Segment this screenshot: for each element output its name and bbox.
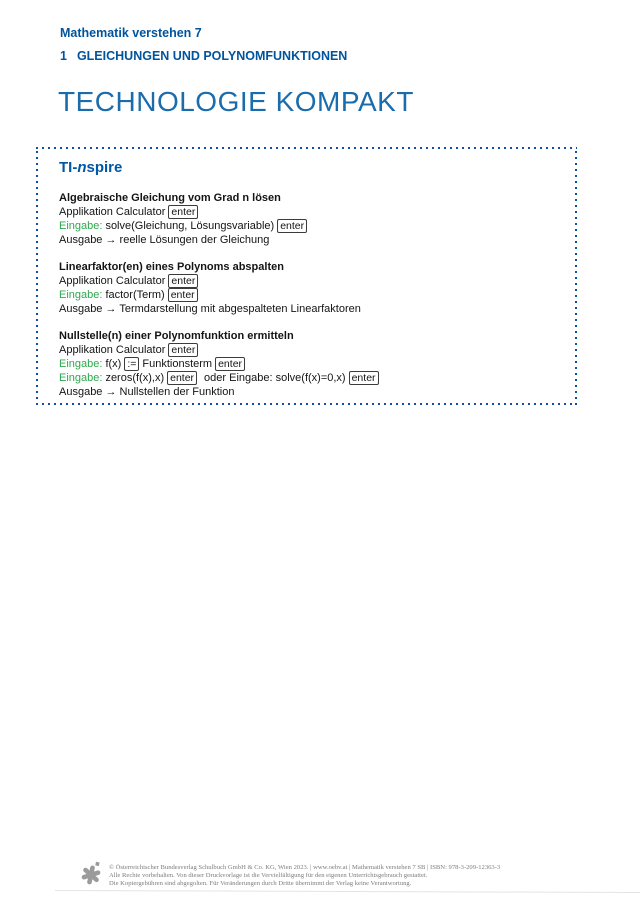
eingabe-label: Eingabe: — [59, 372, 103, 384]
assign-key: := — [124, 357, 139, 371]
chapter-title: GLEICHUNGEN UND POLYNOMFUNKTIONEN — [76, 49, 348, 63]
oebv-asterisk-logo-icon — [80, 861, 102, 887]
eingabe-label: Eingabe: — [59, 220, 103, 232]
page-title: TECHNOLOGIE KOMPAKT — [58, 86, 414, 117]
enter-key: enter — [168, 288, 198, 302]
imprint-line-copyright: © Österreichischer Bundesverlag Schulbuch GmbH & Co. KG, Wien 2023. | www.oebv.at | Mathematik verstehen 7 SB | ISBN: 978-3-209-12363-3 — [109, 864, 501, 871]
ausgabe-text: Ausgabe → reelle Lösungen der Gleichung — [59, 234, 270, 246]
application-line — [59, 274, 559, 288]
enter-key: enter — [277, 219, 307, 233]
block-title: Linearfaktor(en) eines Polynoms abspalten — [59, 261, 284, 273]
eingabe-line — [59, 219, 559, 233]
chapter-heading — [60, 49, 347, 63]
eingabe-label: Eingabe: — [59, 289, 103, 301]
ausgabe-line — [59, 385, 559, 399]
ausgabe-line — [59, 233, 559, 247]
application-line — [59, 205, 559, 219]
chapter-number: 1 — [60, 49, 67, 63]
enter-key: enter — [168, 274, 198, 288]
enter-key: enter — [215, 357, 245, 371]
instruction-block-zeros — [59, 329, 559, 399]
block-title: Algebraische Gleichung vom Grad n lösen — [59, 192, 281, 204]
ausgabe-line — [59, 302, 559, 316]
enter-key: enter — [349, 371, 379, 385]
technology-box — [36, 147, 577, 405]
eingabe-command: f(x) — [105, 358, 122, 370]
imprint-line-rights: Alle Rechte vorbehalten. Von dieser Druckvorlage ist die Vervielfältigung für den eigenen Unterrichtsgebrauch gestattet. — [109, 872, 428, 880]
page-footer — [80, 861, 500, 889]
page-edge-divider — [55, 890, 640, 893]
eingabe-command: solve(Gleichung, Lösungsvariable) — [105, 220, 275, 232]
eingabe-label: Eingabe: — [59, 358, 103, 370]
eingabe-line — [59, 288, 559, 302]
eingabe-command: Funktionsterm — [142, 358, 213, 370]
ausgabe-text: Ausgabe → Termdarstellung mit abgespalteten Linearfaktoren — [59, 303, 361, 315]
series-title: Mathematik verstehen 7 — [60, 26, 202, 40]
imprint-text — [109, 861, 500, 889]
eingabe-alternative: oder Eingabe: solve(f(x)=0,x) — [204, 372, 346, 384]
instruction-block-solve — [59, 191, 559, 247]
eingabe-command: zeros(f(x),x) — [105, 372, 165, 384]
enter-key: enter — [168, 343, 198, 357]
block-title: Nullstelle(n) einer Polynomfunktion ermitteln — [59, 330, 294, 342]
page-header — [60, 26, 347, 63]
imprint-line-liability: Die Kopiergebühren sind abgegolten. Für Veränderungen durch Dritte übernimmt der Verlag keine Verantwortung. — [109, 880, 412, 888]
application-text: Applikation Calculator — [59, 344, 166, 356]
device-prefix: TI- — [59, 159, 78, 176]
application-text: Applikation Calculator — [59, 275, 166, 287]
eingabe-line-zeros — [59, 371, 559, 385]
application-line — [59, 343, 559, 357]
ausgabe-text: Ausgabe → Nullstellen der Funktion — [59, 386, 235, 398]
instruction-block-factor — [59, 260, 559, 316]
enter-key: enter — [168, 205, 198, 219]
application-text: Applikation Calculator — [59, 206, 166, 218]
eingabe-command: factor(Term) — [105, 289, 165, 301]
device-suffix: spire — [86, 159, 123, 176]
device-italic-n: n — [77, 159, 87, 176]
enter-key: enter — [167, 371, 197, 385]
eingabe-line-define — [59, 357, 559, 371]
device-heading — [59, 159, 559, 176]
